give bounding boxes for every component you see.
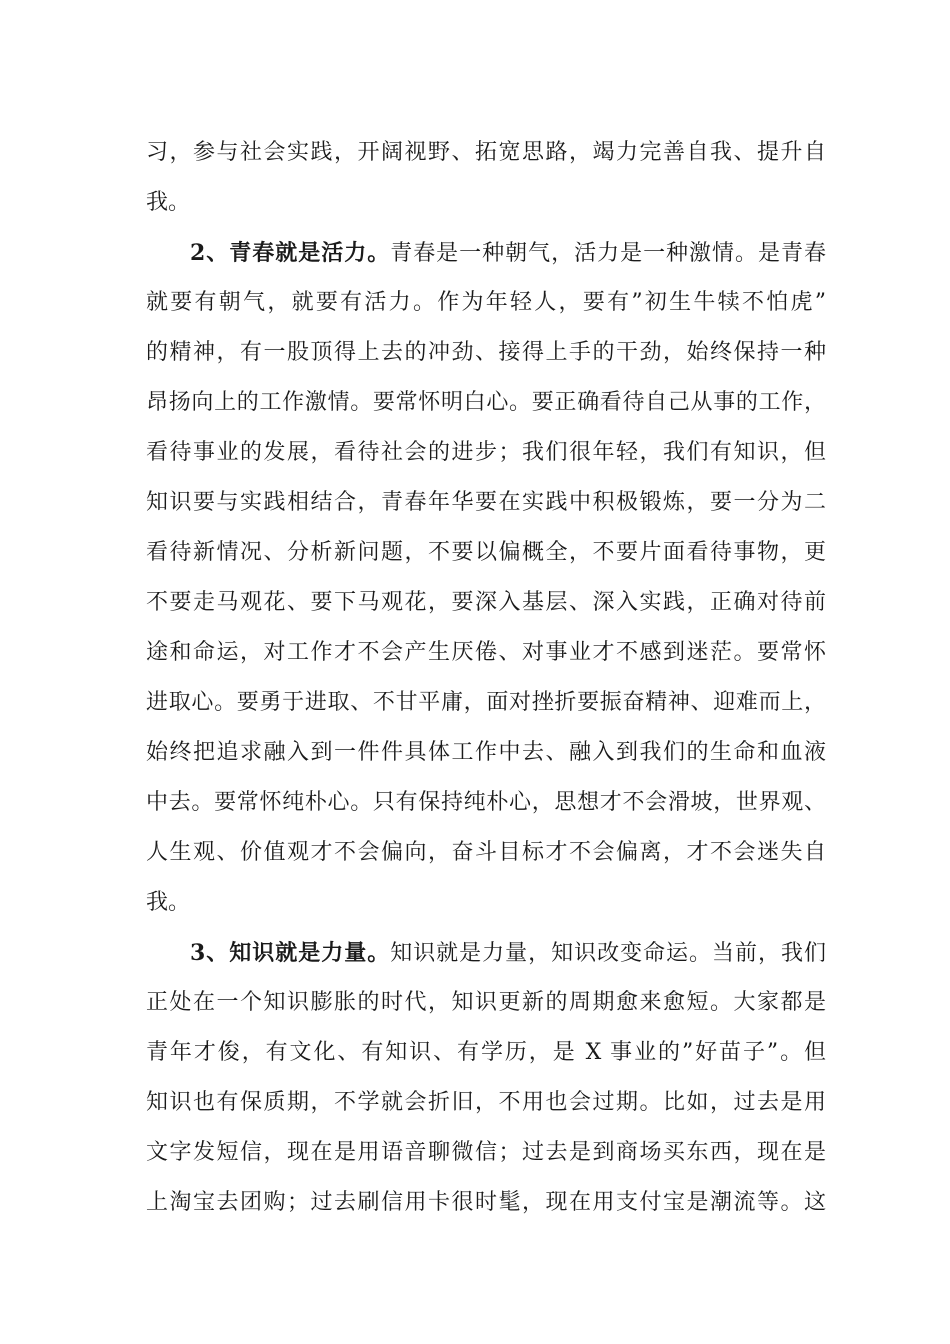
text-line: 始终把追求融入到一件件具体工作中去、融入到我们的生命和血液 <box>146 740 826 765</box>
text-line: 我。 <box>146 190 191 215</box>
text-line: 进取心。要勇于进取、不甘平庸，面对挫折要振奋精神、迎难而上， <box>146 690 826 715</box>
paragraph-first-line <box>146 228 826 278</box>
text-line: 上淘宝去团购；过去刷信用卡很时髦，现在用支付宝是潮流等。这 <box>146 1190 826 1215</box>
text-line: 知识要与实践相结合，青春年华要在实践中积极锻炼，要一分为二 <box>146 490 826 515</box>
document-body <box>146 128 826 1228</box>
text-line: 中去。要常怀纯朴心。只有保持纯朴心，思想才不会滑坡，世界观、 <box>146 790 826 815</box>
text-line: 不要走马观花、要下马观花，要深入基层、深入实践，正确对待前 <box>146 590 826 615</box>
text-line: 正处在一个知识膨胀的时代，知识更新的周期愈来愈短。大家都是 <box>146 990 826 1015</box>
text-line: 就要有朝气，就要有活力。作为年轻人，要有”初生牛犊不怕虎” <box>146 290 826 315</box>
text-run: 知识就是力量，知识改变命运。当前，我们 <box>390 941 826 966</box>
text-line: 我。 <box>146 890 191 915</box>
text-line: 人生观、价值观才不会偏向，奋斗目标才不会偏离，才不会迷失自 <box>146 840 826 865</box>
text-line: 途和命运，对工作才不会产生厌倦、对事业才不感到迷茫。要常怀 <box>146 640 826 665</box>
text-line: 的精神，有一股顶得上去的冲劲、接得上手的干劲，始终保持一种 <box>146 340 826 365</box>
text-line: 青年才俊，有文化、有知识、有学历，是 X 事业的”好苗子”。但 <box>146 1040 826 1065</box>
text-line: 昂扬向上的工作激情。要常怀明白心。要正确看待自己从事的工作， <box>146 390 826 415</box>
text-line: 看待新情况、分析新问题，不要以偏概全，不要片面看待事物，更 <box>146 540 826 565</box>
text-line: 看待事业的发展，看待社会的进步；我们很年轻，我们有知识，但 <box>146 440 826 465</box>
section-heading: 3、知识就是力量。 <box>190 940 391 966</box>
text-run: 青春是一种朝气，活力是一种激情。是青春 <box>390 241 826 266</box>
text-line: 文字发短信，现在是用语音聊微信；过去是到商场买东西，现在是 <box>146 1140 826 1165</box>
section-heading: 2、青春就是活力。 <box>190 240 391 266</box>
text-line: 知识也有保质期，不学就会折旧，不用也会过期。比如，过去是用 <box>146 1090 826 1115</box>
paragraph-first-line <box>146 928 826 978</box>
text-line: 习，参与社会实践，开阔视野、拓宽思路，竭力完善自我、提升自 <box>146 140 826 165</box>
